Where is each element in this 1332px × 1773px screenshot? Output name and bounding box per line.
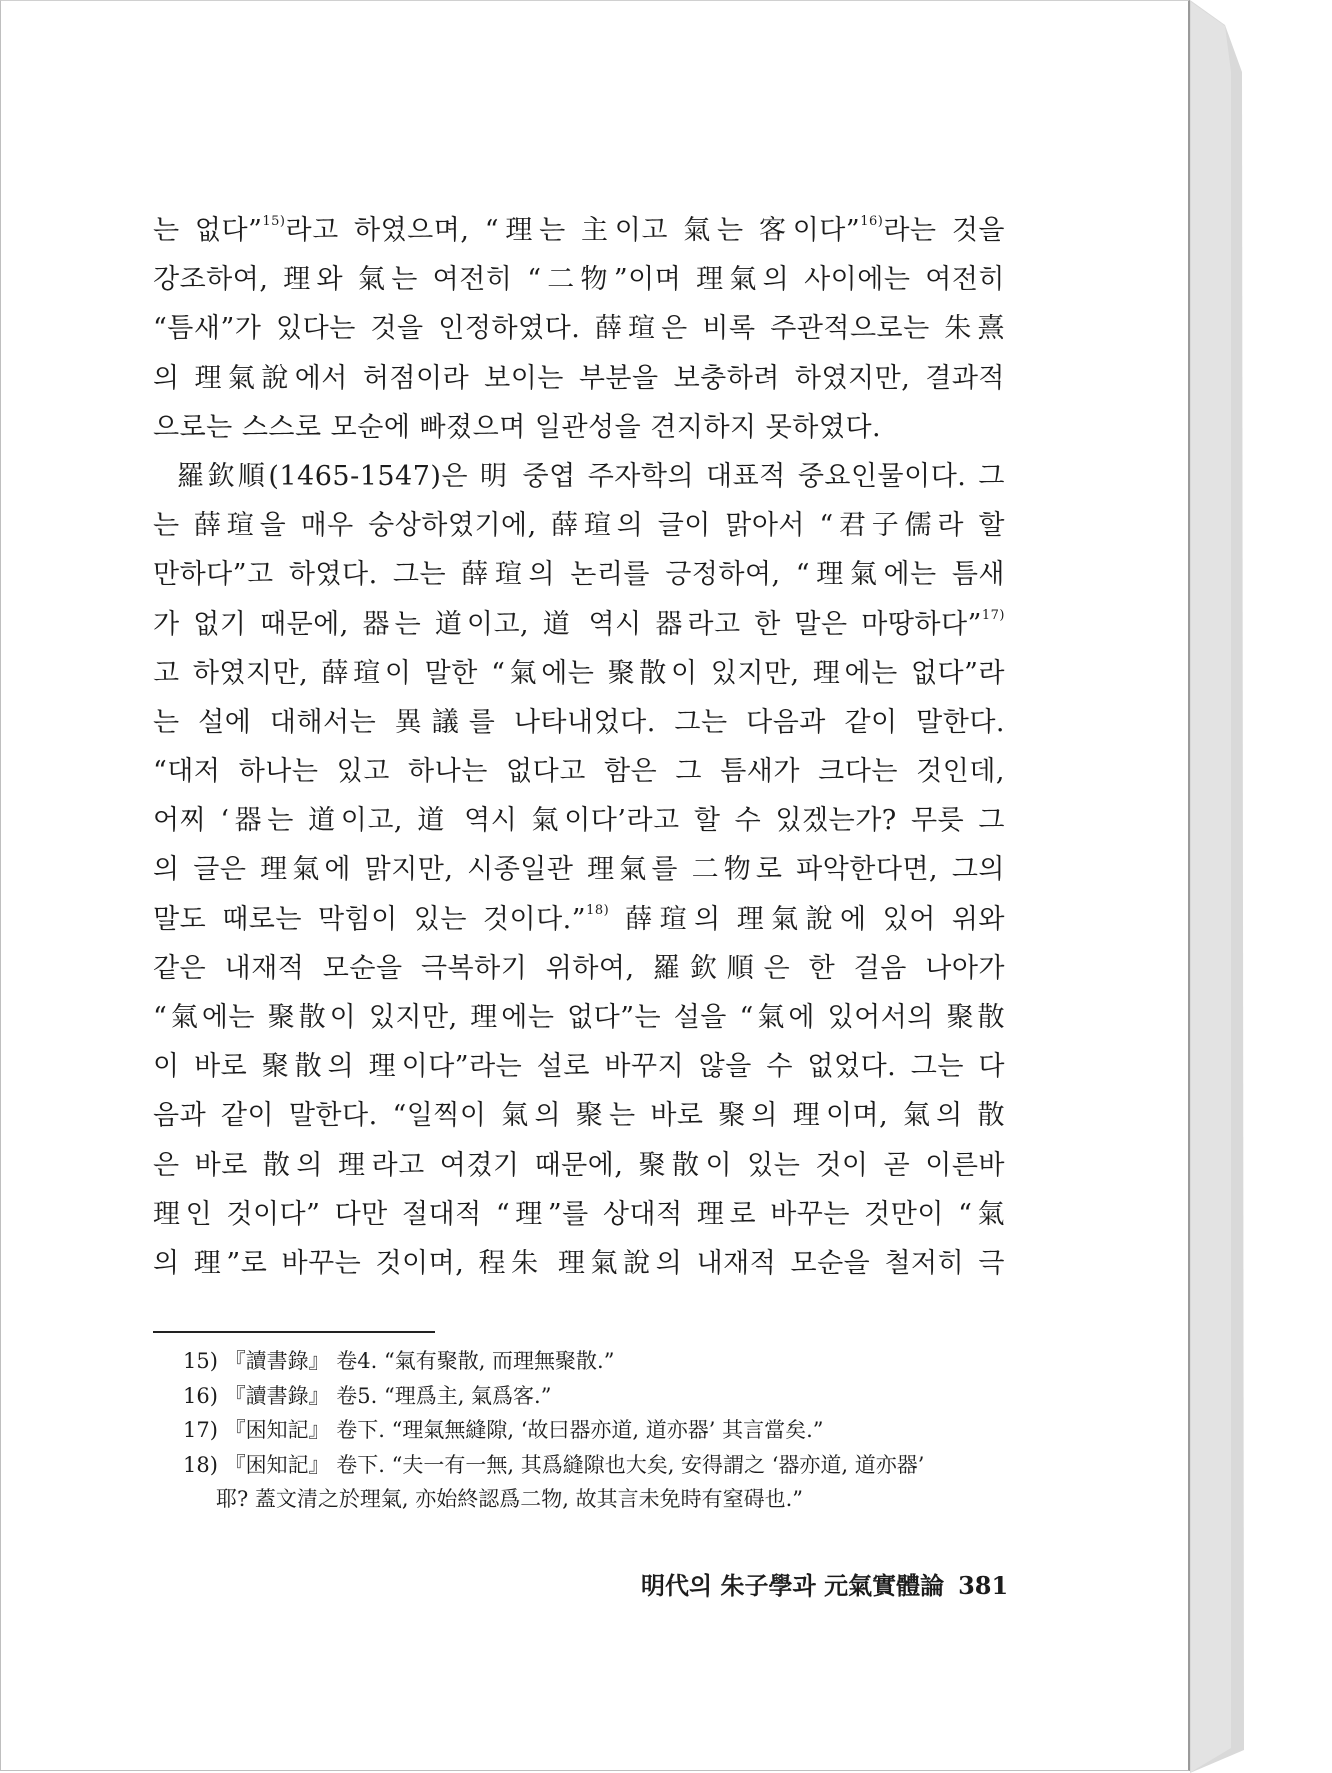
body-line: 의 글은 理氣에 맑지만, 시종일관 理氣를 二物로 파악한다면, 그의 <box>153 854 1005 886</box>
body-line: 는 薛瑄을 매우 숭상하였기에, 薛瑄의 글이 맑아서 “君子儒라 할 <box>153 510 1005 542</box>
body-line: “氣에는 聚散이 있지만, 理에는 없다”는 설을 “氣에 있어서의 聚散 <box>153 1002 1005 1033</box>
footnote-15: 15) 『讀書錄』 卷4. “氣有聚散, 而理無聚散.” <box>183 1349 615 1373</box>
body-line: 理인 것이다” 다만 절대적 “理”를 상대적 理로 바꾸는 것만이 “氣 <box>153 1198 1005 1230</box>
page-block-edge-inner <box>1191 2 1231 1772</box>
body-line: 강조하여, 理와 氣는 여전히 “二物”이며 理氣의 사이에는 여전히 <box>153 264 1005 296</box>
footnote-ref: 18) <box>586 902 610 918</box>
footnote-ref: 15) <box>262 214 286 229</box>
body-line: 는 없다”$^{15)}$라고 하였으며, “理는 主이고 氣는 客이다”$^{16)}$라는 것을 <box>153 214 1005 246</box>
body-line: 羅欽順(1465-1547)은 明 중엽 주자학의 대표적 중요인물이다. 그 <box>177 460 1005 492</box>
footnotes <box>183 1344 1013 1517</box>
running-footer <box>641 1566 1009 1601</box>
page-number: 381 <box>958 1571 1009 1600</box>
body-line: “틈새”가 있다는 것을 인정하였다. 薛瑄은 비록 주관적으로는 朱熹 <box>153 313 1005 345</box>
body-text <box>153 206 1005 1288</box>
body-line: 어찌 ‘器는 道이고, 道 역시 氣이다’라고 할 수 있겠는가? 무릇 그 <box>153 805 1005 837</box>
body-line: 고 하였지만, 薛瑄이 말한 “氣에는 聚散이 있지만, 理에는 없다”라 <box>153 657 1005 689</box>
body-line: 으로는 스스로 모순에 빠졌으며 일관성을 견지하지 못하였다. <box>153 411 882 443</box>
body-line: 은 바로 散의 理라고 여겼기 때문에, 聚散이 있는 것이 곧 이른바 <box>153 1149 1005 1181</box>
body-line: 의 理氣說에서 허점이라 보이는 부분을 보충하려 하였지만, 결과적 <box>153 362 1005 394</box>
body-line: 만하다”고 하였다. 그는 薛瑄의 논리를 긍정하여, “理氣에는 틈새 <box>153 559 1005 591</box>
body-line: 말도 때로는 막힘이 있는 것이다.”$^{18)}$ 薛瑄의 理氣說에 있어 위와 <box>153 902 1006 935</box>
body-line: 는 설에 대해서는 異議를 나타내었다. 그는 다음과 같이 말한다. <box>153 706 1005 738</box>
footnote-ref: 17) <box>981 607 1005 623</box>
footnote-17: 17) 『困知記』 卷下. “理氣無縫隙, ‘故曰器亦道, 道亦器’ 其言當矣.” <box>183 1418 824 1442</box>
body-line: 음과 같이 말한다. “일찍이 氣의 聚는 바로 聚의 理이며, 氣의 散 <box>153 1100 1005 1132</box>
body-line: 이 바로 聚散의 理이다”라는 설로 바꾸지 않을 수 없었다. 그는 다 <box>153 1051 1005 1083</box>
running-title: 明代의 朱子學과 元氣實體論 <box>641 1571 945 1600</box>
footnote-16: 16) 『讀書錄』 卷5. “理爲主, 氣爲客.” <box>183 1383 552 1408</box>
body-line: 가 없기 때문에, 器는 道이고, 道 역시 器라고 한 말은 마땅하다”$^{17)}$ <box>153 607 1005 640</box>
body-line: 의 理”로 바꾸는 것이며, 程朱 理氣說의 내재적 모순을 철저히 극 <box>153 1247 1005 1279</box>
footnote-18: 18) 『困知記』 卷下. “夫一有一無, 其爲縫隙也大矣, 安得謂之 ‘器亦道, 道亦器’ <box>183 1452 925 1477</box>
footnote-ref: 16) <box>860 214 884 229</box>
body-line: 같은 내재적 모순을 극복하기 위하여, 羅欽順은 한 걸음 나아가 <box>153 952 1005 984</box>
footnote-18-continued: 耶? 蓋文清之於理氣, 亦始終認爲二物, 故其言未免時有窒碍也.” <box>216 1487 804 1511</box>
body-line: “대저 하나는 있고 하나는 없다고 함은 그 틈새가 크다는 것인데, <box>153 756 1005 788</box>
footnote-divider <box>153 1331 435 1333</box>
